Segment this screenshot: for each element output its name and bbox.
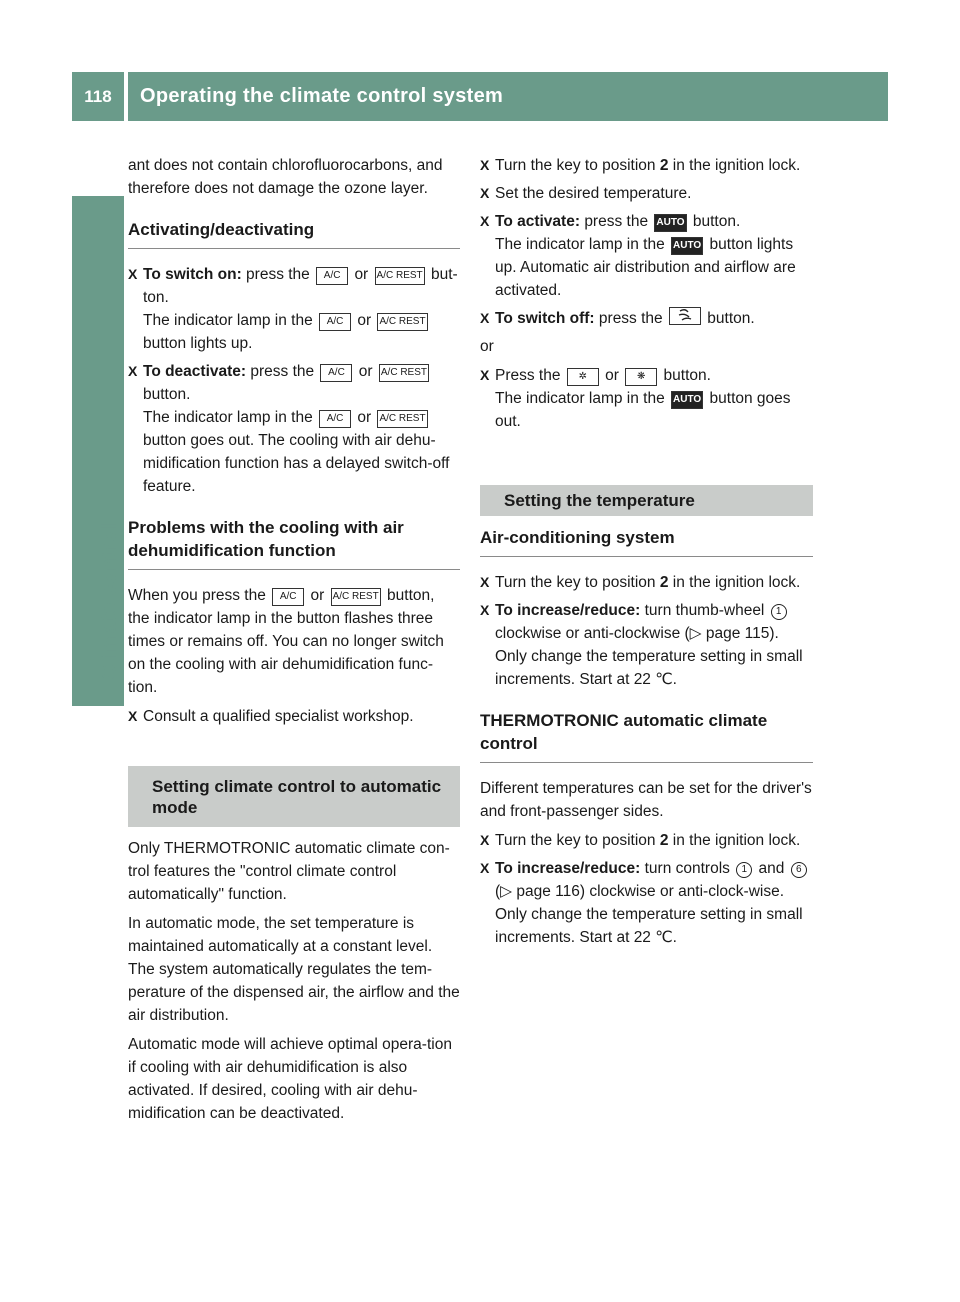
step-text: press the — [246, 266, 310, 283]
step-text: button goes out. The cooling with air dehu-midification function has a delayed switch-off feature. — [143, 432, 450, 495]
callout-marker: 6 — [791, 862, 807, 878]
left-column — [128, 154, 460, 1131]
auto-button-icon: AUTO — [671, 391, 703, 409]
step-text: press the — [584, 213, 649, 230]
step-text: turn controls — [644, 860, 730, 877]
sidebar-label: Climate control — [98, 522, 121, 680]
fan-up-button-icon: ❋ — [625, 368, 657, 386]
auto-button-icon: AUTO — [654, 214, 686, 232]
step-text: The indicator lamp in the — [495, 236, 665, 253]
step-set-temperature: X Set the desired temperature. — [480, 182, 813, 205]
ac-rest-button-icon: A/C REST — [331, 588, 381, 606]
ac-system-heading: Air-conditioning system — [480, 526, 813, 557]
step-ignition — [480, 571, 813, 594]
problems-text-or: or — [310, 587, 325, 604]
fan-down-button-icon: ✲ — [567, 368, 599, 386]
step-text: button lights up. Automatic air distribution and airflow are activated. — [495, 236, 796, 299]
problems-heading: Problems with the cooling with air dehumidification function — [128, 516, 460, 570]
step-lead: To activate: — [495, 213, 580, 230]
step-ignition — [480, 154, 813, 177]
step-text: in the ignition lock. — [672, 832, 801, 849]
step-text: Turn the key to position — [495, 574, 656, 591]
or-text: or — [480, 338, 494, 355]
step-text: button. — [707, 310, 755, 327]
activating-heading: Activating/deactivating — [128, 218, 460, 249]
step-text: button. — [143, 386, 191, 403]
auto-mode-heading: Setting climate control to automatic mode — [128, 766, 460, 827]
callout-marker: 1 — [771, 604, 787, 620]
step-text: in the ignition lock. — [672, 574, 801, 591]
step-text: Turn the key to position — [495, 832, 656, 849]
ac-rest-button-icon: A/C REST — [379, 364, 429, 382]
step-text: press the — [598, 310, 663, 327]
ac-button-icon: A/C — [319, 410, 351, 428]
step-lead: To increase/reduce: — [495, 602, 641, 619]
problems-text — [128, 584, 460, 699]
step-switch-off — [480, 307, 813, 330]
ac-button-icon: A/C — [272, 588, 304, 606]
ac-rest-button-icon: A/C REST — [377, 313, 427, 331]
callout-marker: 1 — [736, 862, 752, 878]
step-text: or — [354, 266, 369, 283]
step-lead: To switch off: — [495, 310, 595, 327]
problems-text-a: When you press the — [128, 587, 266, 604]
step-text: Press the — [495, 367, 561, 384]
step-activate — [480, 210, 813, 302]
step-lead: To deactivate: — [143, 363, 247, 380]
key-position: 2 — [659, 157, 669, 174]
thermotronic-heading: THERMOTRONIC automatic climate control — [480, 709, 813, 763]
temperature-heading: Setting the temperature — [480, 485, 813, 516]
step-lead: To switch on: — [143, 266, 242, 283]
intro-text: ant does not contain chlorofluorocarbons, and therefore does not damage the ozone layer. — [128, 157, 443, 197]
key-position: 2 — [659, 574, 669, 591]
right-column — [480, 154, 813, 954]
step-text: button goes out. — [495, 390, 791, 430]
step-consult-workshop: X Consult a qualified specialist workshop. — [128, 705, 460, 728]
auto-mode-p2: In automatic mode, the set temperature is maintained automatically at a constant level. The system automatically regulates the tem-perature of the dispensed air, the airflow and the air distribution. — [128, 915, 460, 1024]
fan-off-button-icon — [669, 307, 701, 325]
step-text: The indicator lamp in the — [143, 312, 313, 329]
step-text: The indicator lamp in the — [495, 390, 665, 407]
step-text: or — [358, 363, 373, 380]
fan-off-icon — [676, 308, 694, 322]
step-switch-on — [128, 263, 460, 355]
step-increase-reduce — [480, 599, 813, 691]
key-position: 2 — [659, 832, 669, 849]
step-ignition — [480, 829, 813, 852]
ac-button-icon: A/C — [320, 364, 352, 382]
step-deactivate — [128, 360, 460, 498]
ac-button-icon: A/C — [319, 313, 351, 331]
step-text: and — [758, 860, 785, 877]
step-text: The indicator lamp in the — [143, 409, 313, 426]
auto-mode-p1: Only THERMOTRONIC automatic climate con-trol features the "control climate control automatically" function. — [128, 840, 450, 903]
step-text: button. — [692, 213, 741, 230]
step-text: button. — [663, 367, 711, 384]
ac-rest-button-icon: A/C REST — [375, 267, 425, 285]
page-number: 118 — [72, 72, 124, 121]
step-text: or — [605, 367, 619, 384]
auto-button-icon: AUTO — [671, 237, 703, 255]
step-text: button lights up. — [143, 335, 253, 352]
ac-button-icon: A/C — [316, 267, 348, 285]
step-lead: To increase/reduce: — [495, 860, 641, 877]
thermotronic-text: Different temperatures can be set for the driver's and front-passenger sides. — [480, 780, 812, 820]
step-text: (▷ page 116) clockwise or anti-clock-wise. — [495, 883, 785, 900]
step-text: press the — [250, 363, 315, 380]
step-text: or — [357, 312, 372, 329]
step-text: clockwise or anti-clockwise (▷ page 115). — [495, 625, 779, 642]
step-text: but-ton. — [143, 266, 458, 306]
step-text: Only change the temperature setting in small increments. Start at 22 ℃. — [495, 648, 803, 688]
step-text: in the ignition lock. — [672, 157, 801, 174]
step-text: Turn the key to position — [495, 157, 656, 174]
page-title: Operating the climate control system — [128, 72, 888, 121]
step-increase-reduce — [480, 857, 813, 949]
step-text: or — [357, 409, 372, 426]
step-press-fan — [480, 364, 813, 433]
step-text: Only change the temperature setting in small increments. Start at 22 ℃. — [495, 906, 803, 946]
problems-text-b: button, the indicator lamp in the button flashes three times or remains off. You can no longer switch on the cooling with air dehumidification func-tion. — [128, 587, 444, 696]
ac-rest-button-icon: A/C REST — [377, 410, 427, 428]
step-text: turn thumb-wheel — [644, 602, 765, 619]
auto-mode-p3: Automatic mode will achieve optimal opera-tion if cooling with air dehumidification is also activated. If desired, cooling with air dehu-midification can be deactivated. — [128, 1036, 452, 1122]
